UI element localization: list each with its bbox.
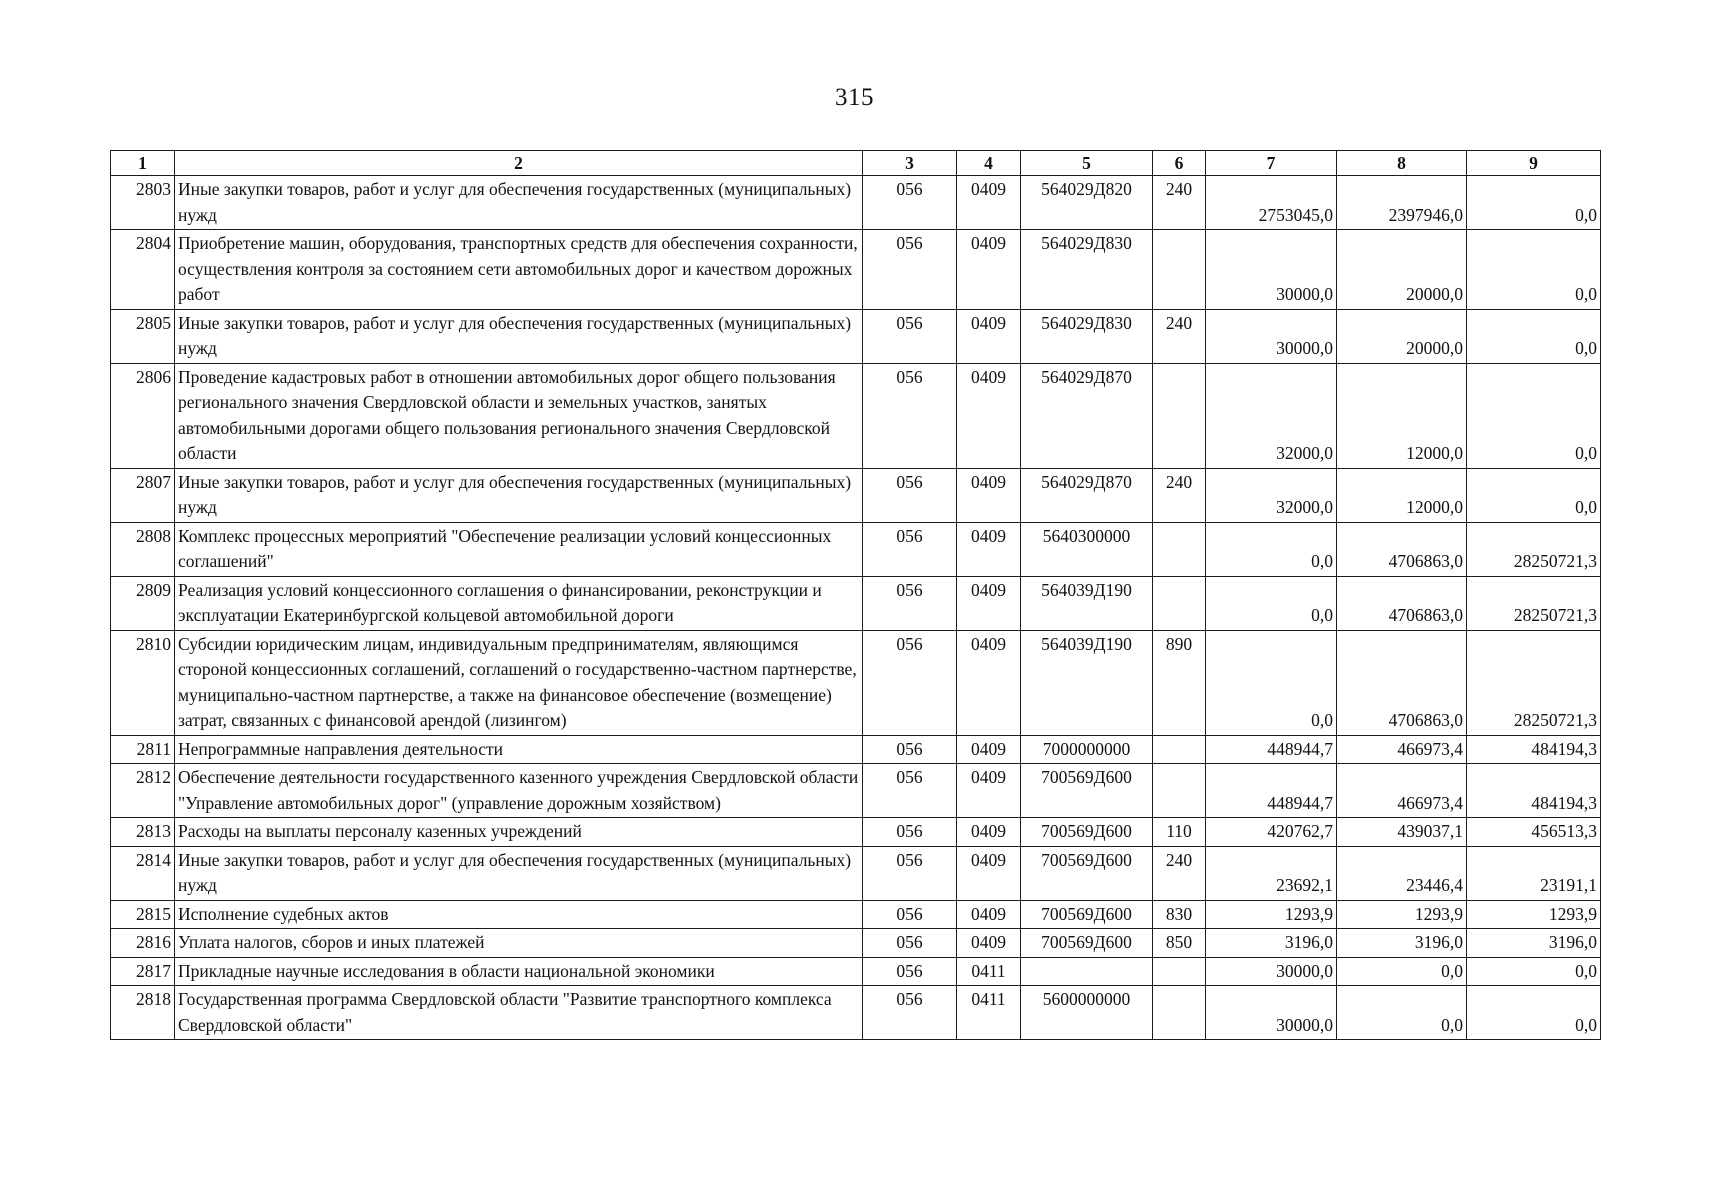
amount-year-2: 0,0	[1337, 957, 1467, 986]
amount-year-1: 420762,7	[1206, 818, 1337, 847]
row-description: Исполнение судебных актов	[175, 900, 863, 929]
target-article-code: 700569Д600	[1021, 929, 1153, 958]
amount-year-2: 1293,9	[1337, 900, 1467, 929]
ministry-code: 056	[863, 764, 957, 818]
amount-year-1: 30000,0	[1206, 230, 1337, 310]
amount-year-2: 439037,1	[1337, 818, 1467, 847]
amount-year-1: 2753045,0	[1206, 176, 1337, 230]
row-number: 2803	[111, 176, 175, 230]
expense-type-code	[1153, 986, 1206, 1040]
target-article-code: 564029Д830	[1021, 309, 1153, 363]
amount-year-3: 0,0	[1467, 986, 1601, 1040]
section-code: 0409	[957, 818, 1021, 847]
row-description: Обеспечение деятельности государственного казенного учреждения Свердловской области "Управление автомобильных дорог" (управление дорожным хозяйством)	[175, 764, 863, 818]
amount-year-3: 1293,9	[1467, 900, 1601, 929]
table-row	[111, 468, 1601, 522]
amount-year-3: 0,0	[1467, 468, 1601, 522]
ministry-code: 056	[863, 363, 957, 468]
ministry-code: 056	[863, 630, 957, 735]
ministry-code: 056	[863, 818, 957, 847]
target-article-code: 700569Д600	[1021, 900, 1153, 929]
ministry-code: 056	[863, 576, 957, 630]
row-number: 2812	[111, 764, 175, 818]
table-row	[111, 986, 1601, 1040]
amount-year-1: 32000,0	[1206, 468, 1337, 522]
column-header: 2	[175, 151, 863, 176]
amount-year-2: 466973,4	[1337, 735, 1467, 764]
section-code: 0411	[957, 957, 1021, 986]
ministry-code: 056	[863, 957, 957, 986]
column-header: 8	[1337, 151, 1467, 176]
expense-type-code: 240	[1153, 468, 1206, 522]
row-description: Расходы на выплаты персоналу казенных учреждений	[175, 818, 863, 847]
amount-year-1: 0,0	[1206, 630, 1337, 735]
target-article-code: 564039Д190	[1021, 630, 1153, 735]
ministry-code: 056	[863, 929, 957, 958]
amount-year-1: 448944,7	[1206, 735, 1337, 764]
amount-year-1: 30000,0	[1206, 309, 1337, 363]
row-number: 2814	[111, 846, 175, 900]
table-row	[111, 363, 1601, 468]
column-header: 3	[863, 151, 957, 176]
table-row	[111, 630, 1601, 735]
row-number: 2805	[111, 309, 175, 363]
expense-type-code: 240	[1153, 176, 1206, 230]
section-code: 0409	[957, 735, 1021, 764]
expense-type-code	[1153, 957, 1206, 986]
section-code: 0409	[957, 764, 1021, 818]
ministry-code: 056	[863, 522, 957, 576]
target-article-code: 564029Д830	[1021, 230, 1153, 310]
amount-year-1: 448944,7	[1206, 764, 1337, 818]
ministry-code: 056	[863, 468, 957, 522]
ministry-code: 056	[863, 986, 957, 1040]
target-article-code	[1021, 957, 1153, 986]
row-description: Комплекс процессных мероприятий "Обеспечение реализации условий концессионных соглашений"	[175, 522, 863, 576]
expense-type-code: 890	[1153, 630, 1206, 735]
section-code: 0409	[957, 363, 1021, 468]
amount-year-3: 484194,3	[1467, 735, 1601, 764]
amount-year-3: 0,0	[1467, 363, 1601, 468]
section-code: 0409	[957, 929, 1021, 958]
ministry-code: 056	[863, 176, 957, 230]
amount-year-3: 0,0	[1467, 176, 1601, 230]
section-code: 0409	[957, 846, 1021, 900]
budget-table	[110, 150, 1601, 1040]
amount-year-3: 3196,0	[1467, 929, 1601, 958]
ministry-code: 056	[863, 900, 957, 929]
amount-year-3: 23191,1	[1467, 846, 1601, 900]
column-header: 1	[111, 151, 175, 176]
expense-type-code	[1153, 576, 1206, 630]
table-row	[111, 846, 1601, 900]
amount-year-1: 0,0	[1206, 522, 1337, 576]
expense-type-code: 830	[1153, 900, 1206, 929]
row-description: Иные закупки товаров, работ и услуг для обеспечения государственных (муниципальных) нужд	[175, 309, 863, 363]
expense-type-code	[1153, 764, 1206, 818]
section-code: 0409	[957, 900, 1021, 929]
target-article-code: 5600000000	[1021, 986, 1153, 1040]
expense-type-code	[1153, 230, 1206, 310]
target-article-code: 564029Д820	[1021, 176, 1153, 230]
section-code: 0409	[957, 522, 1021, 576]
row-number: 2811	[111, 735, 175, 764]
table-row	[111, 576, 1601, 630]
section-code: 0409	[957, 176, 1021, 230]
target-article-code: 700569Д600	[1021, 846, 1153, 900]
row-number: 2804	[111, 230, 175, 310]
column-header: 9	[1467, 151, 1601, 176]
amount-year-3: 28250721,3	[1467, 576, 1601, 630]
target-article-code: 564029Д870	[1021, 363, 1153, 468]
table-row	[111, 309, 1601, 363]
amount-year-2: 2397946,0	[1337, 176, 1467, 230]
column-header: 7	[1206, 151, 1337, 176]
row-number: 2813	[111, 818, 175, 847]
amount-year-3: 28250721,3	[1467, 630, 1601, 735]
expense-type-code: 850	[1153, 929, 1206, 958]
row-number: 2817	[111, 957, 175, 986]
amount-year-3: 456513,3	[1467, 818, 1601, 847]
row-description: Реализация условий концессионного соглашения о финансировании, реконструкции и эксплуатации Екатеринбургской кольцевой автомобильной дороги	[175, 576, 863, 630]
section-code: 0409	[957, 576, 1021, 630]
table-row	[111, 522, 1601, 576]
table-row	[111, 176, 1601, 230]
page-number: 315	[835, 84, 874, 111]
column-header: 4	[957, 151, 1021, 176]
expense-type-code: 240	[1153, 846, 1206, 900]
amount-year-3: 0,0	[1467, 957, 1601, 986]
expense-type-code	[1153, 735, 1206, 764]
expense-type-code	[1153, 522, 1206, 576]
amount-year-1: 1293,9	[1206, 900, 1337, 929]
section-code: 0411	[957, 986, 1021, 1040]
ministry-code: 056	[863, 846, 957, 900]
amount-year-1: 3196,0	[1206, 929, 1337, 958]
amount-year-3: 28250721,3	[1467, 522, 1601, 576]
amount-year-2: 12000,0	[1337, 363, 1467, 468]
row-number: 2810	[111, 630, 175, 735]
row-description: Иные закупки товаров, работ и услуг для обеспечения государственных (муниципальных) нужд	[175, 468, 863, 522]
target-article-code: 700569Д600	[1021, 764, 1153, 818]
target-article-code: 5640300000	[1021, 522, 1153, 576]
table-row	[111, 230, 1601, 310]
target-article-code: 700569Д600	[1021, 818, 1153, 847]
row-description: Государственная программа Свердловской области "Развитие транспортного комплекса Свердловской области"	[175, 986, 863, 1040]
amount-year-2: 466973,4	[1337, 764, 1467, 818]
amount-year-2: 4706863,0	[1337, 630, 1467, 735]
amount-year-3: 0,0	[1467, 230, 1601, 310]
amount-year-1: 32000,0	[1206, 363, 1337, 468]
expense-type-code	[1153, 363, 1206, 468]
amount-year-2: 20000,0	[1337, 230, 1467, 310]
row-description: Иные закупки товаров, работ и услуг для обеспечения государственных (муниципальных) нужд	[175, 846, 863, 900]
amount-year-3: 484194,3	[1467, 764, 1601, 818]
amount-year-1: 30000,0	[1206, 957, 1337, 986]
row-number: 2816	[111, 929, 175, 958]
row-number: 2808	[111, 522, 175, 576]
ministry-code: 056	[863, 230, 957, 310]
expense-type-code: 110	[1153, 818, 1206, 847]
amount-year-1: 0,0	[1206, 576, 1337, 630]
ministry-code: 056	[863, 735, 957, 764]
amount-year-2: 3196,0	[1337, 929, 1467, 958]
column-header: 6	[1153, 151, 1206, 176]
section-code: 0409	[957, 309, 1021, 363]
table-row	[111, 735, 1601, 764]
target-article-code: 564039Д190	[1021, 576, 1153, 630]
expense-type-code: 240	[1153, 309, 1206, 363]
amount-year-2: 20000,0	[1337, 309, 1467, 363]
section-code: 0409	[957, 468, 1021, 522]
target-article-code: 7000000000	[1021, 735, 1153, 764]
table-row	[111, 929, 1601, 958]
target-article-code: 564029Д870	[1021, 468, 1153, 522]
amount-year-2: 4706863,0	[1337, 576, 1467, 630]
table-row	[111, 900, 1601, 929]
amount-year-2: 4706863,0	[1337, 522, 1467, 576]
row-number: 2807	[111, 468, 175, 522]
amount-year-1: 23692,1	[1206, 846, 1337, 900]
table-row	[111, 957, 1601, 986]
row-description: Уплата налогов, сборов и иных платежей	[175, 929, 863, 958]
section-code: 0409	[957, 630, 1021, 735]
row-description: Непрограммные направления деятельности	[175, 735, 863, 764]
amount-year-2: 12000,0	[1337, 468, 1467, 522]
row-description: Приобретение машин, оборудования, транспортных средств для обеспечения сохранности, осуществления контроля за состоянием сети автомобильных дорог и качеством дорожных работ	[175, 230, 863, 310]
row-description: Субсидии юридическим лицам, индивидуальным предпринимателям, являющимся стороной концессионных соглашений, соглашений о государственно-частном партнерстве, муниципально-частном партнерстве, а также на финансовое обеспечение (возмещение) затрат, связанных с финансовой арендой (лизингом)	[175, 630, 863, 735]
row-description: Иные закупки товаров, работ и услуг для обеспечения государственных (муниципальных) нужд	[175, 176, 863, 230]
row-number: 2809	[111, 576, 175, 630]
column-header: 5	[1021, 151, 1153, 176]
table-header-row	[111, 151, 1601, 176]
ministry-code: 056	[863, 309, 957, 363]
row-number: 2806	[111, 363, 175, 468]
amount-year-1: 30000,0	[1206, 986, 1337, 1040]
table-row	[111, 764, 1601, 818]
row-number: 2815	[111, 900, 175, 929]
row-number: 2818	[111, 986, 175, 1040]
row-description: Прикладные научные исследования в области национальной экономики	[175, 957, 863, 986]
amount-year-3: 0,0	[1467, 309, 1601, 363]
row-description: Проведение кадастровых работ в отношении автомобильных дорог общего пользования регионального значения Свердловской области и земельных участков, занятых автомобильными дорогами общего пользования регионального значения Свердловской области	[175, 363, 863, 468]
section-code: 0409	[957, 230, 1021, 310]
amount-year-2: 23446,4	[1337, 846, 1467, 900]
table-row	[111, 818, 1601, 847]
amount-year-2: 0,0	[1337, 986, 1467, 1040]
